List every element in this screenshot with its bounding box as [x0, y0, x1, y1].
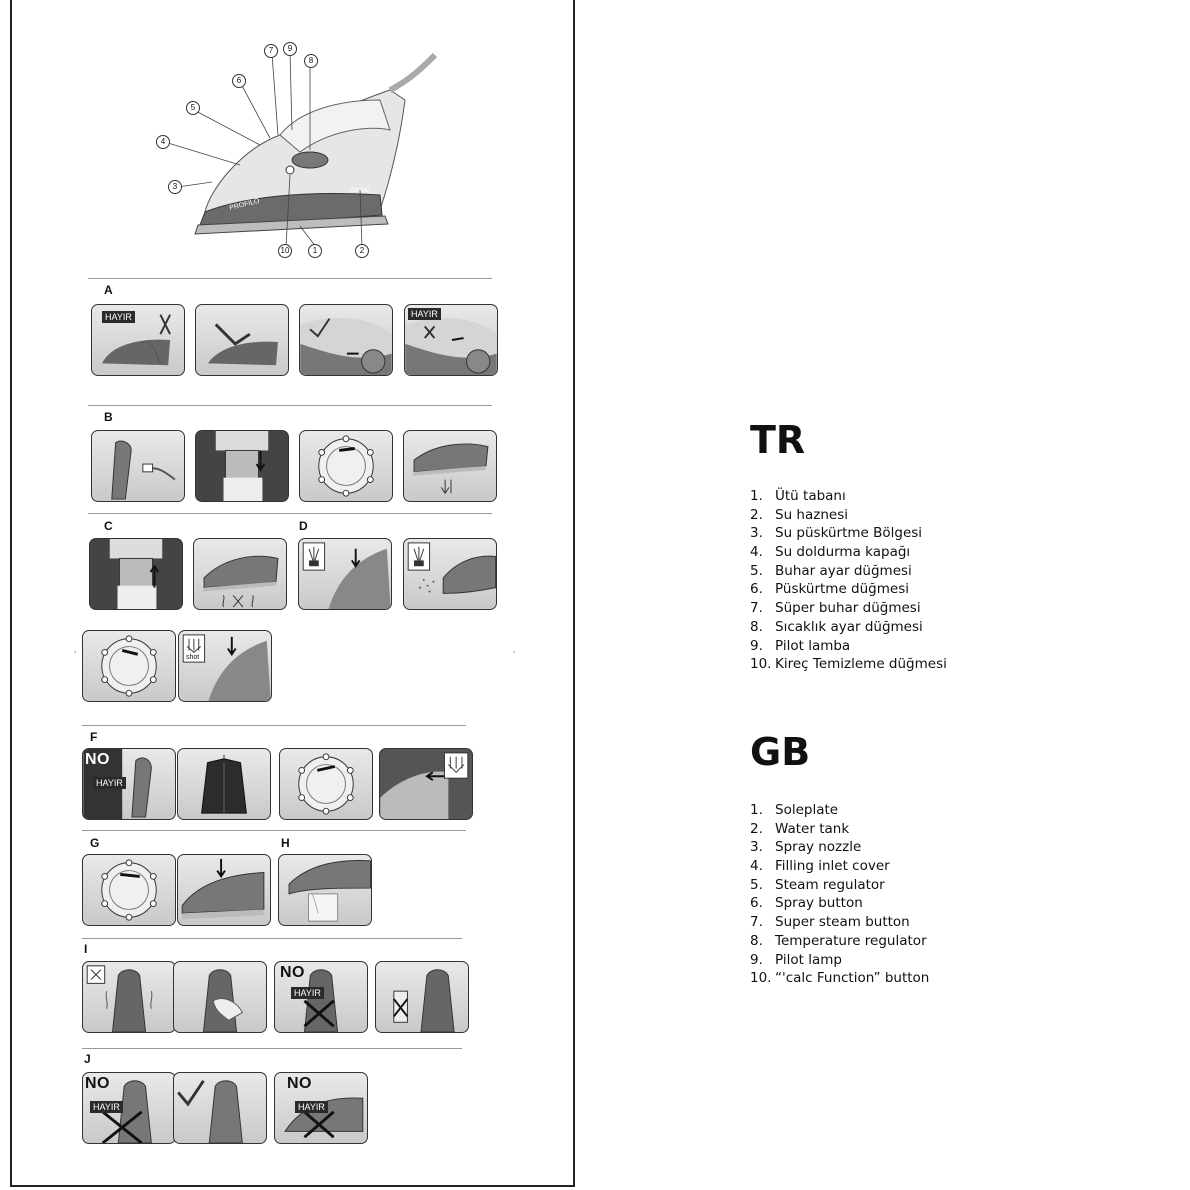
section-f-label: F: [90, 730, 98, 744]
no-badge-hayir: HAYIR: [93, 777, 126, 789]
list-item: 5. Steam regulator: [750, 876, 885, 893]
section-i-label: I: [84, 942, 88, 956]
step-g1-panel: [82, 854, 176, 926]
side-mark-right: ': [513, 650, 516, 659]
step-d2-panel: [403, 538, 497, 610]
no-badge-no: NO: [280, 964, 305, 981]
list-item: 2. Su haznesi: [750, 506, 848, 523]
list-item: 1. Ütü tabanı: [750, 488, 846, 504]
list-item: 5. Buhar ayar düğmesi: [750, 562, 912, 579]
step-f3-panel: [279, 748, 373, 820]
section-b-divider: [88, 405, 492, 406]
gb-heading: GB: [750, 730, 811, 774]
section-d-label: D: [299, 519, 308, 533]
step-b1-panel: [91, 430, 185, 502]
callout-4: 4: [156, 135, 170, 149]
section-g-divider: [82, 830, 466, 831]
step-j2-panel: [173, 1072, 267, 1144]
step-b3-panel: [299, 430, 393, 502]
section-g-label: G: [90, 836, 100, 850]
section-a-divider: [88, 278, 492, 279]
step-f4-panel: [379, 748, 473, 820]
callout-7: 7: [264, 44, 278, 58]
step-h1-panel: [278, 854, 372, 926]
step-a1-panel: [91, 304, 185, 376]
callout-3: 3: [168, 180, 182, 194]
callout-1: 1: [308, 244, 322, 258]
callout-2: 2: [355, 244, 369, 258]
gb-parts-list: [750, 802, 929, 989]
list-item: 9. Pilot lamp: [750, 951, 842, 968]
step-f2-panel: [177, 748, 271, 820]
list-item: 3. Spray nozzle: [750, 839, 862, 856]
no-badge-no: NO: [85, 1075, 110, 1092]
list-item: 2. Water tank: [750, 820, 850, 837]
callout-8: 8: [304, 54, 318, 68]
callout-10: 10: [278, 244, 292, 258]
section-b-label: B: [104, 410, 113, 424]
step-f1-panel: [82, 748, 176, 820]
tr-parts-list: [750, 488, 947, 675]
list-item: 4. Filling inlet cover: [750, 858, 890, 875]
side-mark-left: ': [74, 650, 77, 659]
step-i2-panel: [173, 961, 267, 1033]
callout-9: 9: [283, 42, 297, 56]
list-item: 8. Temperature regulator: [750, 932, 927, 949]
step-j3-panel: [274, 1072, 368, 1144]
no-badge-hayir: HAYIR: [90, 1101, 123, 1113]
step-b2-panel: [195, 430, 289, 502]
step-a2-panel: [195, 304, 289, 376]
list-item: 7. Süper buhar düğmesi: [750, 600, 921, 617]
callout-5: 5: [186, 101, 200, 115]
list-item: 10. Kireç Temizleme düğmesi: [750, 656, 947, 673]
shot-label: shot: [186, 654, 200, 661]
step-a3-panel: [299, 304, 393, 376]
step-c1-panel: [89, 538, 183, 610]
iron-wattage-text: 2200W: [350, 188, 370, 194]
section-j-label: J: [84, 1052, 91, 1066]
step-e2-panel: [178, 630, 272, 702]
list-item: 8. Sıcaklık ayar düğmesi: [750, 618, 923, 635]
no-badge-hayir: HAYIR: [291, 987, 324, 999]
step-b4-panel: [403, 430, 497, 502]
section-f-divider: [82, 725, 466, 726]
iron-brand-text: PROFILO: [228, 197, 261, 212]
step-e1-panel: [82, 630, 176, 702]
list-item: 6. Püskürtme düğmesi: [750, 581, 909, 598]
section-j-divider: [82, 1048, 462, 1049]
step-i1-panel: [82, 961, 176, 1033]
no-badge-hayir: HAYIR: [295, 1101, 328, 1113]
callout-6: 6: [232, 74, 246, 88]
no-badge-hayir: HAYIR: [102, 311, 135, 323]
step-j1-panel: [82, 1072, 176, 1144]
step-i4-panel: [375, 961, 469, 1033]
section-a-label: A: [104, 283, 113, 297]
list-item: 3. Su püskürtme Bölgesi: [750, 525, 923, 542]
section-c-divider: [88, 513, 492, 514]
step-g2-panel: [177, 854, 271, 926]
section-c-label: C: [104, 519, 113, 533]
iron-diagram: [150, 40, 440, 265]
list-item: 1. Soleplate: [750, 802, 839, 818]
section-i-divider: [82, 938, 462, 939]
list-item: 7. Super steam button: [750, 914, 910, 931]
no-badge-hayir: HAYIR: [408, 308, 441, 320]
list-item: 6. Spray button: [750, 895, 863, 912]
step-a4-panel: [404, 304, 498, 376]
tr-heading: TR: [750, 418, 806, 462]
list-item: 10. “'calc Function” button: [750, 970, 930, 987]
step-c2-panel: [193, 538, 287, 610]
list-item: 9. Pilot lamba: [750, 637, 851, 654]
step-i3-panel: [274, 961, 368, 1033]
no-badge-no: NO: [287, 1075, 312, 1092]
no-badge-no: NO: [85, 751, 110, 768]
step-d1-panel: [298, 538, 392, 610]
list-item: 4. Su doldurma kapağı: [750, 544, 911, 561]
section-h-label: H: [281, 836, 290, 850]
